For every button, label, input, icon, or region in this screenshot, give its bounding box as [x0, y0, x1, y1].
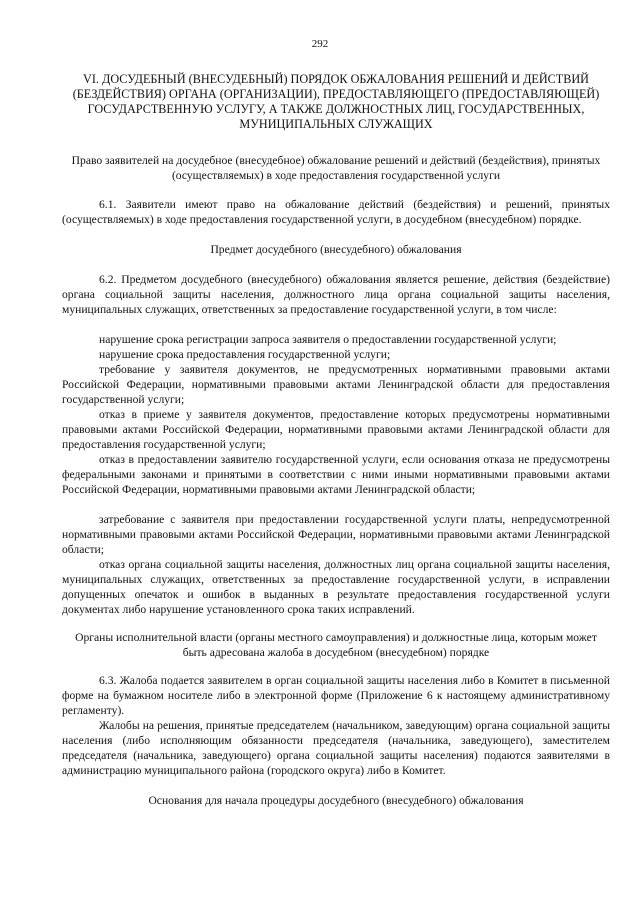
- heading-subject-of-appeal: Предмет досудебного (внесудебного) обжалования: [210, 243, 462, 256]
- heading-appeal-bodies: Органы исполнительной власти (органы местного самоуправления) и должностные лица, которым может быть адресована жалоба в досудебном (внесудебном) порядке: [75, 631, 597, 659]
- paragraph-complaints: Жалобы на решения, принятые председателем (начальником, заведующим) органа социальной защиты населения (либо исполняющим обязанности председателя (начальника, заведующего), заместителем председателя (начальника, заведующего) органа социальной защиты населения) подаются заявителями в администрацию муниципального района (городского округа) либо в Комитет.: [62, 719, 610, 777]
- chapter-title: VI. ДОСУДЕБНЫЙ (ВНЕСУДЕБНЫЙ) ПОРЯДОК ОБЖАЛОВАНИЯ РЕШЕНИЙ И ДЕЙСТВИЙ (БЕЗДЕЙСТВИЯ) ОРГАНА (ОРГАНИЗАЦИИ), ПРЕДОСТАВЛЯЮЩЕГО (ПРЕДОСТАВЛЯЮЩЕЙ) ГОСУДАРСТВЕННУЮ УСЛУГУ, А ТАКЖЕ ДОЛЖНОСТНЫХ ЛИЦ, ГОСУДАРСТВЕННЫХ, МУНИЦИПАЛЬНЫХ СЛУЖАЩИХ: [72, 72, 600, 131]
- heading-grounds-for-appeal: Основания для начала процедуры досудебного (внесудебного) обжалования: [148, 794, 524, 807]
- list-item-unlawful-fee: затребование с заявителя при предоставлении государственной услуги платы, непредусмотренной нормативными правовыми актами Российской Федерации, нормативными правовыми актами Ленинградской области;: [62, 513, 610, 556]
- list-item-registration-delay: нарушение срока регистрации запроса заявителя о предоставлении государственной услуги;: [99, 333, 557, 346]
- paragraph-6-3: 6.3. Жалоба подается заявителем в орган социальной защиты населения либо в Комитет в письменной форме на бумажном носителе либо в электронной форме (Приложение 6 к настоящему административному регламенту).: [62, 674, 610, 717]
- list-item-refusal-to-accept: отказ в приеме у заявителя документов, предоставление которых предусмотрены нормативными правовыми актами Российской Федерации, нормативными правовыми актами Ленинградской области для предоставления государственной услуги;: [62, 408, 610, 451]
- list-item-refusal-of-service: отказ в предоставлении заявителю государственной услуги, если основания отказа не предусмотрены федеральными законами и принятыми в соответствии с ними иными нормативными правовыми актами Российской Федерации, нормативными правовыми актами Ленинградской области;: [62, 453, 610, 496]
- list-item-extra-documents: требование у заявителя документов, не предусмотренных нормативными правовыми актами Российской Федерации, нормативными правовыми актами Ленинградской области для предоставления государственной услуги;: [62, 363, 610, 406]
- page-number: 292: [311, 38, 329, 50]
- list-item-service-delay: нарушение срока предоставления государственной услуги;: [99, 348, 391, 361]
- paragraph-6-1: 6.1. Заявители имеют право на обжалование действий (бездействия) и решений, принятых (осуществляемых) в ходе предоставления государственной услуги, в досудебном (внесудебном) порядке.: [62, 198, 610, 226]
- heading-right-to-appeal: Право заявителей на досудебное (внесудебное) обжалование решений и действий (бездействия), принятых (осуществляемых) в ходе предоставления государственной услуги: [71, 154, 601, 182]
- paragraph-6-2: 6.2. Предметом досудебного (внесудебного) обжалования является решение, действия (бездействие) органа социальной защиты населения, должностного лица органа социальной защиты населения, муниципальных служащих, ответственных за предоставление государственной услуги, в том числе:: [62, 273, 610, 316]
- list-item-refusal-to-correct: отказ органа социальной защиты населения, должностных лиц органа социальной защиты населения, муниципальных служащих, ответственных за предоставление государственной услуги, в исправлении допущенных опечаток и ошибок в выданных в результате предоставления государственной услуги документах либо нарушение установленного срока таких исправлений.: [62, 558, 610, 616]
